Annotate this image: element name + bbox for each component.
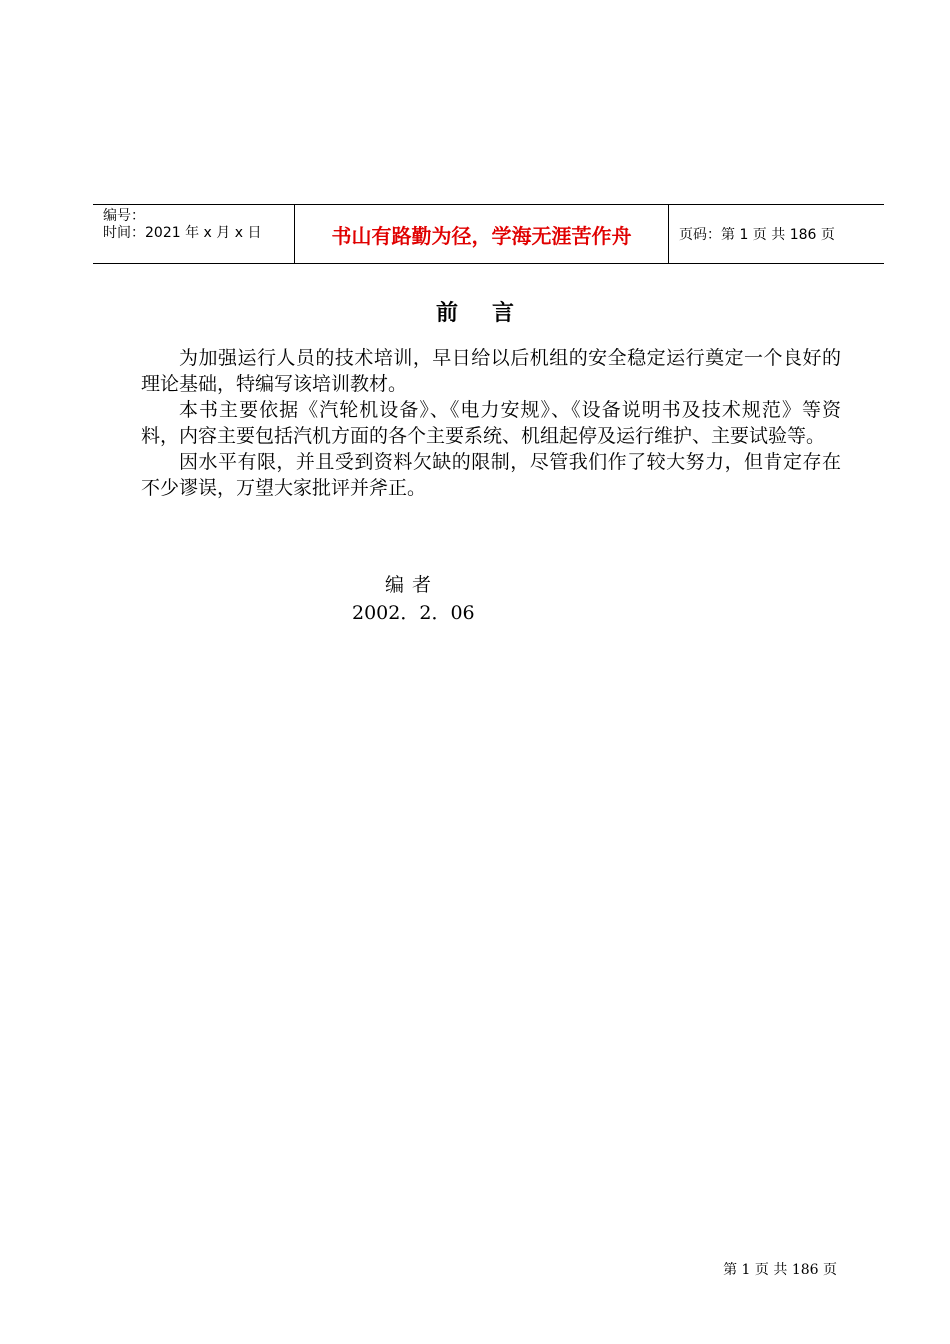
preface-body — [141, 345, 841, 501]
paragraph-1: 为加强运行人员的技术培训，早日给以后机组的安全稳定运行奠定一个良好的理论基础，特编写该培训教材。 — [141, 347, 841, 395]
header-table — [93, 204, 884, 264]
page-title: 前言 — [435, 301, 548, 326]
header-motto: 书山有路勤为径，学海无涯苦作舟 — [331, 223, 632, 248]
signature-author-text: 编者 — [385, 574, 440, 596]
document-number-label: 编号： — [103, 208, 145, 224]
footer-page-info: 第 1 页 共 186 页 — [723, 1262, 837, 1278]
signature-date-text: 2002．2．06 — [352, 602, 475, 624]
document-time-label: 时间：2021 年 x 月 x 日 — [103, 225, 262, 241]
paragraph-2: 本书主要依据《汽轮机设备》、《电力安规》、《设备说明书及技术规范》等资料，内容主要包括汽机方面的各个主要系统、机组起停及运行维护、主要试验等。 — [141, 399, 841, 447]
paragraph-3: 因水平有限，并且受到资料欠缺的限制，尽管我们作了较大努力，但肯定存在不少谬误，万望大家批评并斧正。 — [141, 451, 841, 499]
header-page-info: 页码：第 1 页 共 186 页 — [679, 227, 835, 243]
header-motto-cell — [295, 205, 669, 263]
header-meta-cell — [93, 205, 295, 263]
header-page-cell — [669, 205, 884, 263]
